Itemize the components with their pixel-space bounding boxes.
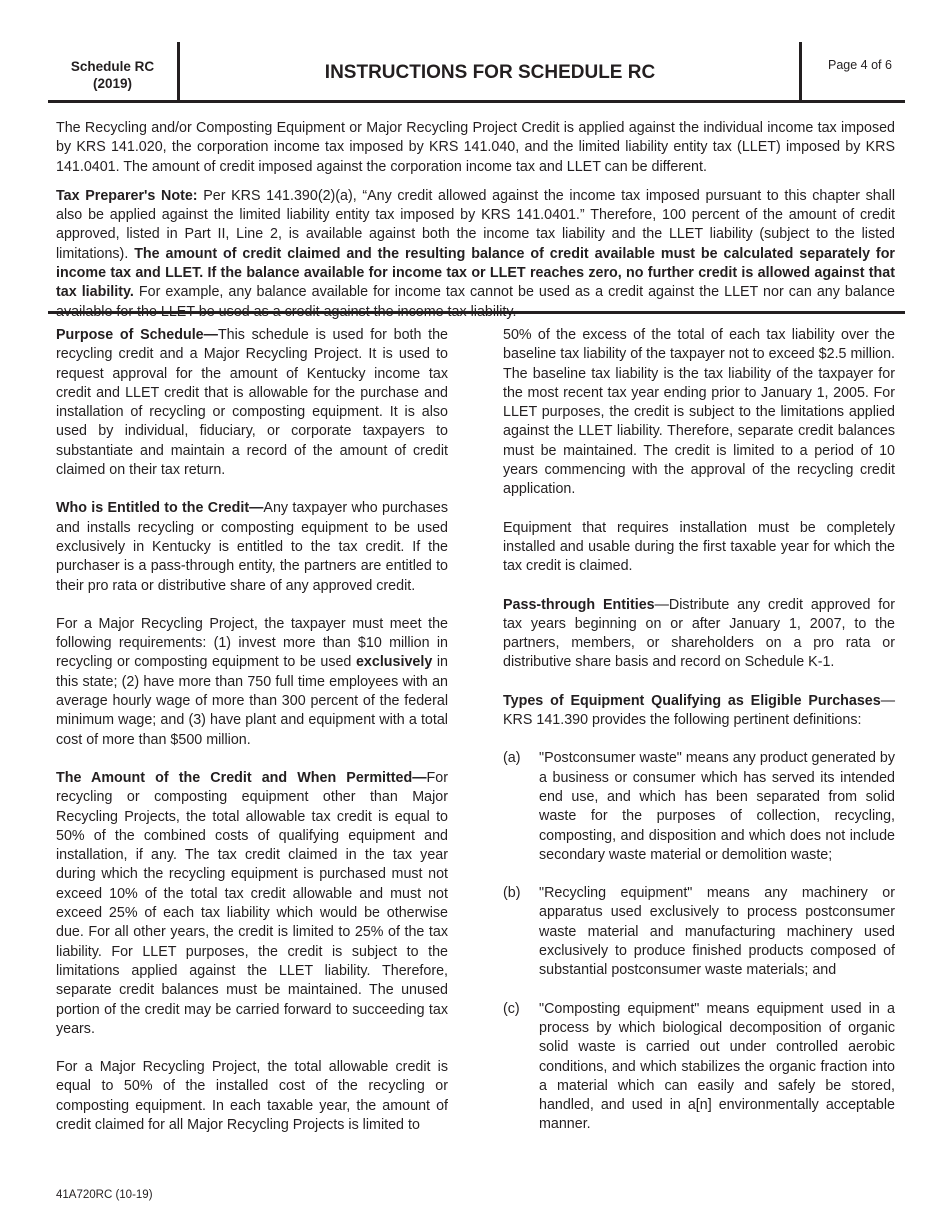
pass-through-paragraph [503,596,895,673]
amount-heading: The Amount of the Credit and When Permitted— [56,769,427,786]
page-title: INSTRUCTIONS FOR SCHEDULE RC [324,62,656,83]
form-number: 41A720RC (10-19) [56,1189,153,1201]
major-text-b: in this state; (2) have more than 750 full time employees with an average hourly wage of more than 300 percent of the federal minimum wage; and (3) have plant and equipment with a total cost of more than $500 million. [56,654,448,748]
definition-text: "Composting equipment" means equipment used in a process by which biological decomposition of organic solid waste is carried out under controlled aerobic conditions, and which stabilizes the organic fraction into a material which can easily and safely be stored, handled, and used in a[n] environmentally acceptable manner. [539,1000,895,1133]
definition-label: (a) [503,750,521,767]
purpose-paragraph [56,326,448,480]
definition-item [503,749,895,865]
definition-label: (b) [503,885,521,902]
amount-paragraph [56,769,448,1039]
schedule-label [50,58,175,92]
who-paragraph [56,499,448,595]
left-column [56,326,448,1154]
section-rule [48,311,905,314]
preparer-note [56,187,895,322]
note-text: Per KRS 141.390(2)(a), “Any credit allowed against the income tax imposed pursuant to this chapter shall also be applied against the limited liability entity tax imposed by KRS 141.0401.” Therefore, 100 percent of the amount of credit approved, listed in Part II, Line 2, is available against both the income tax liability and the LLET liability (subject to the listed limitations). [56,187,895,262]
right-column [503,326,895,1154]
major-requirements-paragraph [56,615,448,750]
header-divider [799,42,802,102]
who-text: Any taxpayer who purchases and installs recycling or composting equipment to be used exclusively in Kentucky is entitled to the tax credit. If the purchaser is a pass-through entity, the partners are entitled to their pro rata or distributive share of any approved credit. [56,500,448,594]
intro-section [56,119,895,332]
purpose-heading: Purpose of Schedule— [56,327,218,343]
major-text-a: For a Major Recycling Project, the taxpayer must meet the following requirements: (1) invest more than $10 million in recycling or composting equipment to be used [56,615,448,671]
intro-paragraph: The Recycling and/or Composting Equipment or Major Recycling Project Credit is applied against the individual income tax imposed by KRS 141.020, the corporation income tax imposed by KRS 141.040, and the limited liability entity tax (LLET) imposed by KRS 141.0401. The amount of credit imposed against the corporation income tax and LLET can be different. [56,120,895,175]
types-paragraph [503,692,895,731]
definition-text: "Recycling equipment" means any machinery or apparatus used exclusively to process postconsumer waste material and manufacturing machinery used exclusively to produce finished products composed of substantial postconsumer waste materials; and [539,885,895,979]
major-bold: exclusively [355,654,433,671]
amount-text: For recycling or composting equipment other than Major Recycling Projects, the total allowable tax credit is equal to 50% of the combined costs of qualifying equipment and installation, if any. The tax credit claimed in the tax year during which the recycling equipment is purchased must not exceed 10% of the total tax credit allowable and must not exceed 25% of each tax liability which would be otherwise due. For all other years, the credit is limited to 25% of the tax liability. For LLET purposes, the credit is subject to the limitations applied against the LLET liability. Therefore, separate credit balances must be maintained. The unused portion of the credit may be carried forward to succeeding tax years. [56,769,448,1037]
types-text: —KRS 141.390 provides the following pertinent definitions: [503,692,895,729]
header-rule [48,100,905,103]
note-end: For example, any balance available for income tax cannot be used as a credit against the LLET nor can any balance [138,284,896,301]
schedule-name: Schedule RC [70,59,155,74]
schedule-year: (2019) [92,76,133,91]
pass-heading: Pass-through Entities [503,596,655,613]
note-label: Tax Preparer's Note: [56,187,198,204]
page-number: Page 4 of 6 [828,58,892,72]
purpose-text: This schedule is used for both the recycling credit and a Major Recycling Project. It is used to request approval for the amount of Kentucky income tax credit and LLET credit that is allowable for the purchase and installation of recycling or composting equipment. It is also used by individual, fiduciary, or corporate taxpayers to substantiate and maintain a record of the amount of credit claimed on their tax return. [56,327,448,479]
definition-label: (c) [503,1000,520,1017]
definition-item [503,1000,895,1135]
continuation-paragraph: 50% of the excess of the total of each tax liability over the baseline tax liability of the taxpayer not to exceed $2.5 million. The baseline tax liability is the tax liability of the taxpayer for the most recent tax year ending prior to January 1, 2005. For LLET purposes, the credit is subject to the limitations applied against the LLET liability. Therefore, separate credit balances must be maintained. The credit is limited to a period of 10 years commencing with the approval of the recycling credit application. [503,327,895,498]
major-credit-paragraph: For a Major Recycling Project, the total allowable credit is equal to 50% of the installed cost of the recycling or composting equipment. In each taxable year, the amount of credit claimed for all Major Recycling Projects is limited to [56,1059,448,1133]
pass-text: —Distribute any credit approved for tax years beginning on or after January 1, 2007, to the partners, members, or shareholders on a pro rata or distributive share basis and record on Schedule K-1. [503,596,895,671]
types-heading: Types of Equipment Qualifying as Eligible Purchases [503,692,881,709]
note-bold: The amount of credit claimed and the resulting balance of credit available must be calculated separately for income tax and LLET. If the balance available for income tax or LLET reaches zero, no further credit is allowed against that tax liability. [56,245,895,301]
definition-item [503,884,895,980]
equipment-paragraph: Equipment that requires installation must be completely installed and usable during the first taxable year for which the tax credit is claimed. [503,519,895,575]
who-heading: Who is Entitled to the Credit— [56,500,264,517]
definition-text: "Postconsumer waste" means any product generated by a business or consumer which has served its intended end use, and which has been separated from solid waste for the purposes of collection, recycling, composting, and disposition and which does not include secondary waste material or demolition waste; [539,750,895,863]
